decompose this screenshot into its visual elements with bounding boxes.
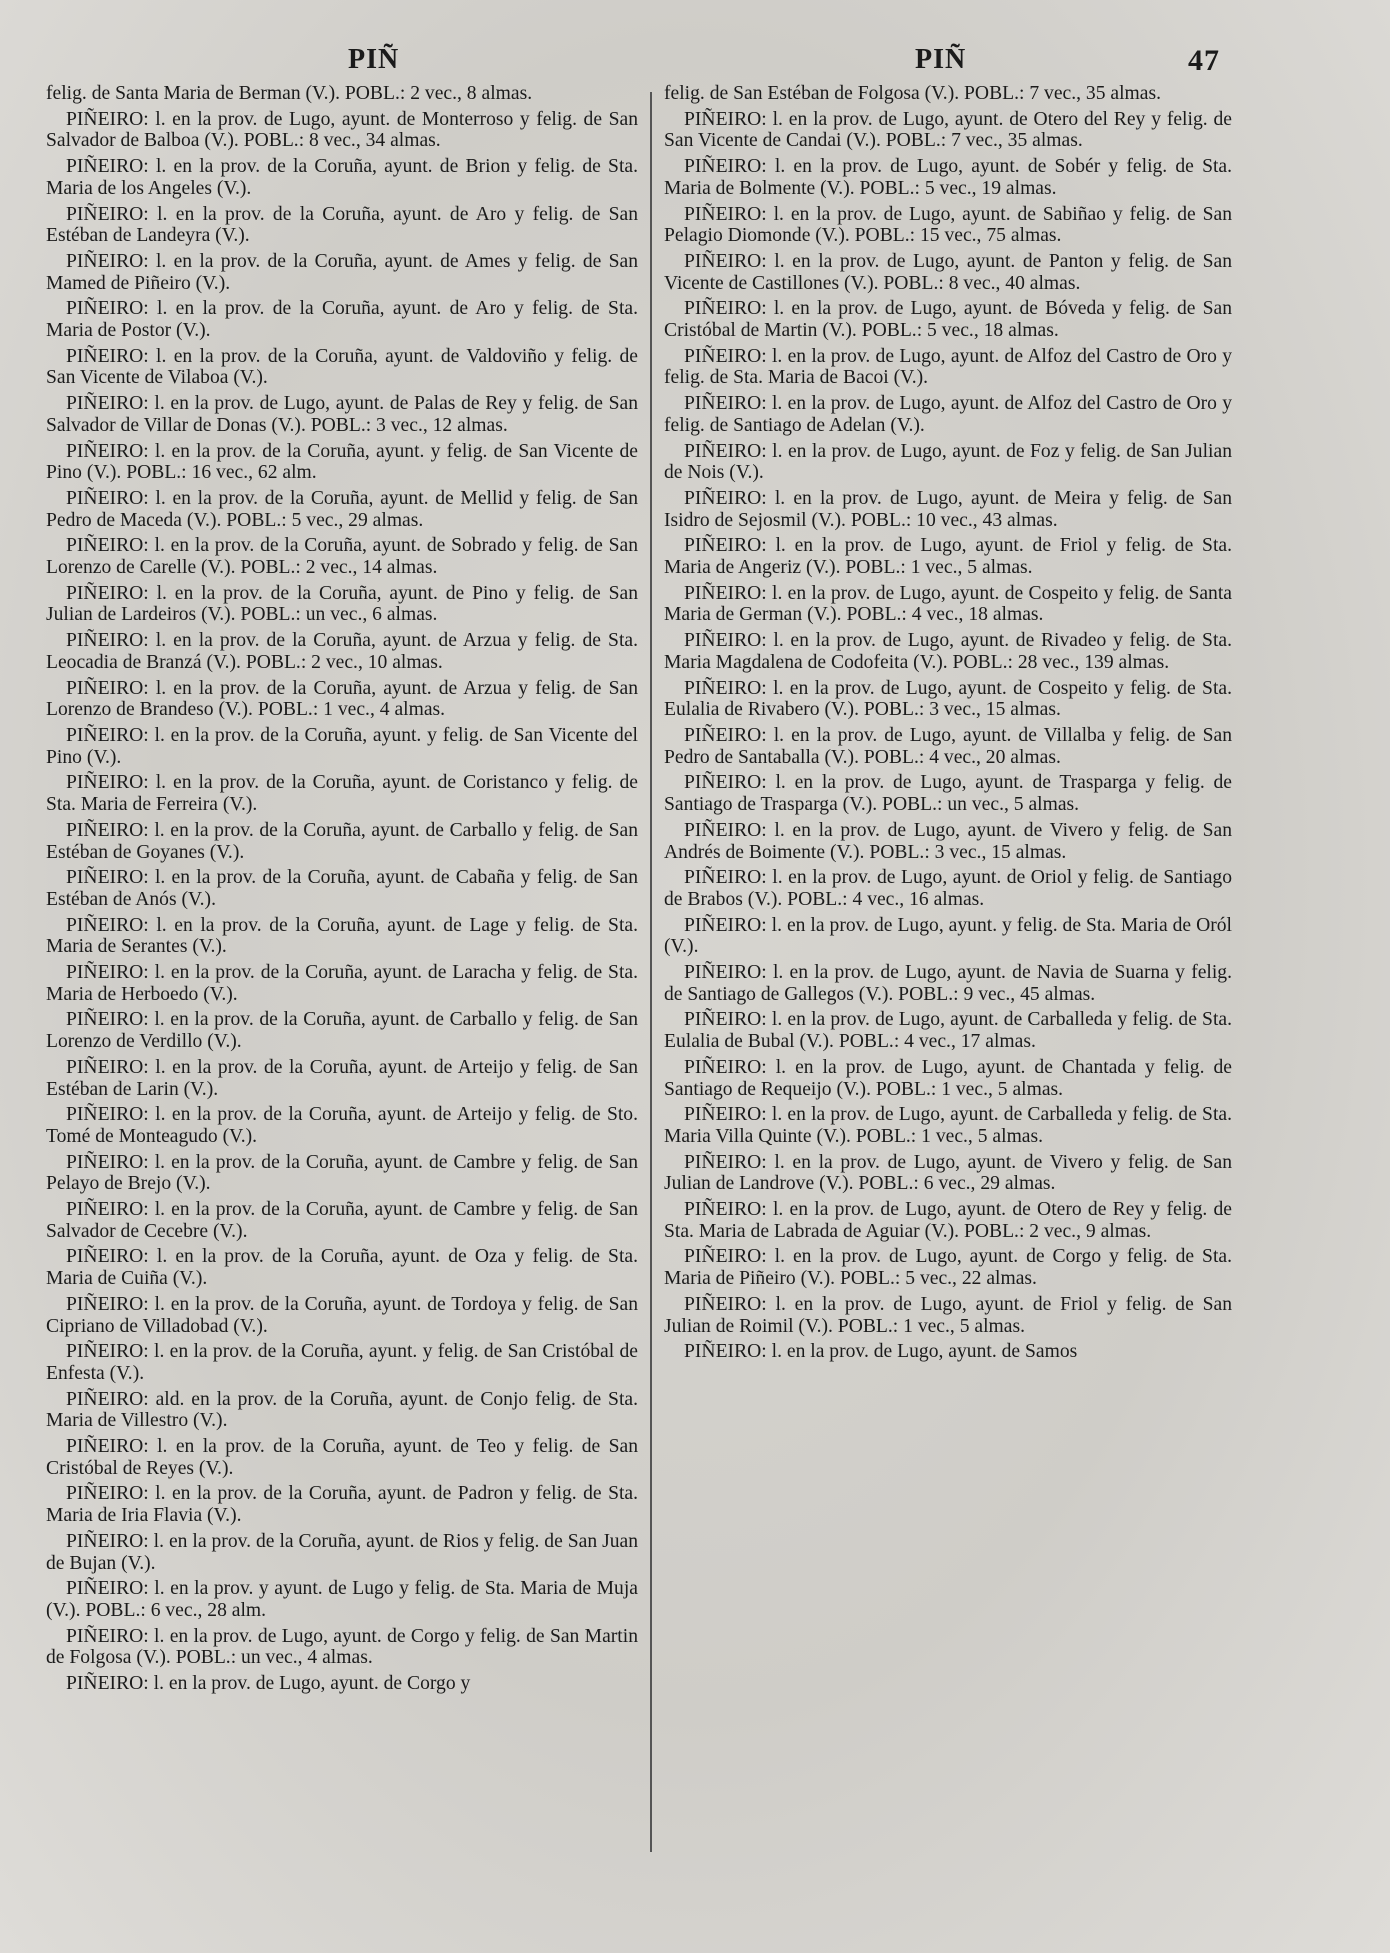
dictionary-entry: PIÑEIRO: l. en la prov. de la Coruña, ayunt. de Laracha y felig. de Sta. Maria de Herboedo (V.). [46, 962, 638, 1005]
dictionary-entry: PIÑEIRO: l. en la prov. de Lugo, ayunt. de Sabiñao y felig. de San Pelagio Diomonde (V.). POBL.: 15 vec., 75 almas. [664, 203, 1232, 247]
dictionary-entry: PIÑEIRO: l. en la prov. de la Coruña, ayunt. de Rios y felig. de San Juan de Bujan (V.). [46, 1530, 638, 1574]
dictionary-entry: PIÑEIRO: l. en la prov. de la Coruña, ayunt. de Tordoya y felig. de San Cipriano de Villadobad (V.). [46, 1293, 638, 1337]
dictionary-entry: PIÑEIRO: l. en la prov. de la Coruña, ayunt. y felig. de San Vicente de Pino (V.). POBL.: 16 vec., 62 alm. [46, 440, 638, 484]
dictionary-entry: PIÑEIRO: l. en la prov. de la Coruña, ayunt. de Arteijo y felig. de San Estéban de Larin (V.). [46, 1056, 638, 1100]
dictionary-entry: PIÑEIRO: l. en la prov. de Lugo, ayunt. de Rivadeo y felig. de Sta. Maria Magdalena de Codofeita (V.). POBL.: 28 vec., 139 almas. [664, 630, 1232, 673]
dictionary-entry: PIÑEIRO: l. en la prov. de Lugo, ayunt. de Navia de Suarna y felig. de Santiago de Gallegos (V.). POBL.: 9 vec., 45 almas. [664, 962, 1232, 1005]
dictionary-entry: felig. de Santa Maria de Berman (V.). POBL.: 2 vec., 8 almas. [46, 83, 533, 104]
dictionary-entry: PIÑEIRO: l. en la prov. de la Coruña, ayunt. de Cabaña y felig. de San Estéban de Anós (V.). [46, 867, 638, 910]
dictionary-entry: PIÑEIRO: l. en la prov. de Lugo, ayunt. de Friol y felig. de San Julian de Roimil (V.). POBL.: 1 vec., 5 almas. [664, 1293, 1232, 1337]
running-head-right: PIÑ [915, 44, 967, 75]
dictionary-entry: PIÑEIRO: l. en la prov. de Lugo, ayunt. de Corgo y [66, 1673, 471, 1695]
dictionary-entry: PIÑEIRO: l. en la prov. y ayunt. de Lugo y felig. de Sta. Maria de Muja (V.). POBL.: 6 vec., 28 alm. [46, 1578, 638, 1621]
dictionary-entry: PIÑEIRO: l. en la prov. de Lugo, ayunt. de Samos [684, 1341, 1078, 1363]
dictionary-entry: PIÑEIRO: l. en la prov. de la Coruña, ayunt. de Valdoviño y felig. de San Vicente de Vilaboa (V.). [46, 345, 638, 389]
dictionary-entry: PIÑEIRO: l. en la prov. de Lugo, ayunt. de Otero de Rey y felig. de Sta. Maria de Labrada de Aguiar (V.). POBL.: 2 vec., 9 almas. [664, 1199, 1232, 1242]
dictionary-entry: PIÑEIRO: l. en la prov. de la Coruña, ayunt. de Carballo y felig. de San Lorenzo de Verdillo (V.). [46, 1009, 638, 1053]
dictionary-entry: PIÑEIRO: l. en la prov. de Lugo, ayunt. de Bóveda y felig. de San Cristóbal de Martin (V.). POBL.: 5 vec., 18 almas. [664, 298, 1232, 342]
dictionary-entry: PIÑEIRO: l. en la prov. de Lugo, ayunt. de Cospeito y felig. de Sta. Eulalia de Rivabero (V.). POBL.: 3 vec., 15 almas. [664, 677, 1232, 721]
dictionary-entry: PIÑEIRO: l. en la prov. de Lugo, ayunt. de Vivero y felig. de San Andrés de Boimente (V.). POBL.: 3 vec., 15 almas. [664, 819, 1232, 863]
dictionary-entry: PIÑEIRO: l. en la prov. de Lugo, ayunt. de Foz y felig. de San Julian de Nois (V.). [664, 440, 1232, 484]
dictionary-entry: PIÑEIRO: l. en la prov. de la Coruña, ayunt. de Cambre y felig. de San Salvador de Cecebre (V.). [46, 1199, 638, 1242]
dictionary-entry: PIÑEIRO: l. en la prov. de la Coruña, ayunt. de Teo y felig. de San Cristóbal de Reyes (V.). [46, 1436, 638, 1479]
page-number: 47 [1188, 44, 1220, 77]
dictionary-entry: PIÑEIRO: l. en la prov. de la Coruña, ayunt. de Sobrado y felig. de San Lorenzo de Carelle (V.). POBL.: 2 vec., 14 almas. [46, 535, 638, 579]
dictionary-entry: PIÑEIRO: l. en la prov. de la Coruña, ayunt. de Lage y felig. de Sta. Maria de Serantes (V.). [46, 914, 638, 958]
dictionary-entry: PIÑEIRO: l. en la prov. de la Coruña, ayunt. de Arzua y felig. de Sta. Leocadia de Branzá (V.). POBL.: 2 vec., 10 almas. [46, 630, 638, 673]
dictionary-entry: PIÑEIRO: l. en la prov. de la Coruña, ayunt. de Ames y felig. de San Mamed de Piñeiro (V.). [46, 250, 638, 294]
dictionary-entry: PIÑEIRO: l. en la prov. de Lugo, ayunt. de Palas de Rey y felig. de San Salvador de Villar de Donas (V.). POBL.: 3 vec., 12 almas. [46, 393, 638, 436]
dictionary-entry: PIÑEIRO: l. en la prov. de Lugo, ayunt. de Villalba y felig. de San Pedro de Santaballa (V.). POBL.: 4 vec., 20 almas. [664, 724, 1232, 768]
dictionary-entry: PIÑEIRO: l. en la prov. de Lugo, ayunt. de Trasparga y felig. de Santiago de Trasparga (V.). POBL.: un vec., 5 almas. [664, 772, 1232, 816]
dictionary-entry: PIÑEIRO: l. en la prov. de Lugo, ayunt. de Vivero y felig. de San Julian de Landrove (V.). POBL.: 6 vec., 29 almas. [664, 1151, 1232, 1195]
dictionary-entry: PIÑEIRO: l. en la prov. de Lugo, ayunt. de Friol y felig. de Sta. Maria de Angeriz (V.). POBL.: 1 vec., 5 almas. [664, 535, 1232, 579]
left-column [46, 83, 638, 1699]
dictionary-entry: PIÑEIRO: l. en la prov. de Lugo, ayunt. de Alfoz del Castro de Oro y felig. de Sta. Maria de Bacoi (V.). [664, 345, 1232, 389]
dictionary-entry: PIÑEIRO: l. en la prov. de Lugo, ayunt. de Cospeito y felig. de Santa Maria de German (V.). POBL.: 4 vec., 18 almas. [664, 582, 1232, 626]
running-head-left: PIÑ [348, 44, 400, 75]
dictionary-entry: PIÑEIRO: l. en la prov. de Lugo, ayunt. de Otero del Rey y felig. de San Vicente de Candai (V.). POBL.: 7 vec., 35 almas. [664, 108, 1232, 152]
dictionary-entry: PIÑEIRO: l. en la prov. de Lugo, ayunt. de Alfoz del Castro de Oro y felig. de Santiago de Adelan (V.). [664, 393, 1232, 436]
dictionary-entry: PIÑEIRO: l. en la prov. de la Coruña, ayunt. de Mellid y felig. de San Pedro de Maceda (V.). POBL.: 5 vec., 29 almas. [46, 487, 638, 531]
dictionary-entry: PIÑEIRO: l. en la prov. de Lugo, ayunt. de Oriol y felig. de Santiago de Brabos (V.). POBL.: 4 vec., 16 almas. [664, 867, 1232, 910]
dictionary-entry: PIÑEIRO: l. en la prov. de la Coruña, ayunt. de Coristanco y felig. de Sta. Maria de Ferreira (V.). [46, 772, 638, 816]
dictionary-entry: PIÑEIRO: ald. en la prov. de la Coruña, ayunt. de Conjo felig. de Sta. Maria de Villestro (V.). [46, 1388, 638, 1432]
dictionary-entry: PIÑEIRO: l. en la prov. de la Coruña, ayunt. de Arzua y felig. de San Lorenzo de Brandeso (V.). POBL.: 1 vec., 4 almas. [46, 677, 638, 721]
dictionary-entry: PIÑEIRO: l. en la prov. de Lugo, ayunt. de Chantada y felig. de Santiago de Requeijo (V.). POBL.: 1 vec., 5 almas. [664, 1056, 1232, 1100]
dictionary-entry: PIÑEIRO: l. en la prov. de la Coruña, ayunt. de Arteijo y felig. de Sto. Tomé de Monteagudo (V.). [46, 1104, 638, 1147]
right-column [664, 83, 1232, 1367]
dictionary-entry: PIÑEIRO: l. en la prov. de la Coruña, ayunt. de Padron y felig. de Sta. Maria de Iria Flavia (V.). [46, 1483, 638, 1527]
dictionary-entry: PIÑEIRO: l. en la prov. de Lugo, ayunt. de Corgo y felig. de Sta. Maria de Piñeiro (V.). POBL.: 5 vec., 22 almas. [664, 1246, 1232, 1290]
dictionary-entry: PIÑEIRO: l. en la prov. de la Coruña, ayunt. de Aro y felig. de Sta. Maria de Postor (V.). [46, 298, 638, 342]
dictionary-entry: PIÑEIRO: l. en la prov. de la Coruña, ayunt. de Oza y felig. de Sta. Maria de Cuiña (V.). [46, 1246, 638, 1290]
dictionary-entry: PIÑEIRO: l. en la prov. de la Coruña, ayunt. de Aro y felig. de San Estéban de Landeyra (V.). [46, 203, 638, 247]
dictionary-entry: PIÑEIRO: l. en la prov. de Lugo, ayunt. de Meira y felig. de San Isidro de Sejosmil (V.). POBL.: 10 vec., 43 almas. [664, 487, 1232, 531]
dictionary-entry: PIÑEIRO: l. en la prov. de Lugo, ayunt. de Monterroso y felig. de San Salvador de Balboa (V.). POBL.: 8 vec., 34 almas. [46, 108, 638, 152]
dictionary-entry: PIÑEIRO: l. en la prov. de la Coruña, ayunt. de Pino y felig. de San Julian de Lardeiros (V.). POBL.: un vec., 6 almas. [46, 582, 638, 626]
dictionary-entry: PIÑEIRO: l. en la prov. de Lugo, ayunt. de Corgo y felig. de San Martin de Folgosa (V.). POBL.: un vec., 4 almas. [46, 1625, 638, 1669]
dictionary-entry: PIÑEIRO: l. en la prov. de la Coruña, ayunt. de Brion y felig. de Sta. Maria de los Angeles (V.). [46, 156, 638, 199]
column-divider [650, 92, 652, 1852]
dictionary-entry: PIÑEIRO: l. en la prov. de la Coruña, ayunt. y felig. de San Vicente del Pino (V.). [46, 724, 638, 768]
dictionary-entry: PIÑEIRO: l. en la prov. de Lugo, ayunt. y felig. de Sta. Maria de Oról (V.). [664, 914, 1232, 958]
dictionary-entry: PIÑEIRO: l. en la prov. de la Coruña, ayunt. de Cambre y felig. de San Pelayo de Brejo (V.). [46, 1151, 638, 1195]
dictionary-entry: PIÑEIRO: l. en la prov. de la Coruña, ayunt. y felig. de San Cristóbal de Enfesta (V.). [46, 1341, 638, 1384]
dictionary-entry: PIÑEIRO: l. en la prov. de Lugo, ayunt. de Sobér y felig. de Sta. Maria de Bolmente (V.). POBL.: 5 vec., 19 almas. [664, 156, 1232, 199]
dictionary-entry: PIÑEIRO: l. en la prov. de Lugo, ayunt. de Panton y felig. de San Vicente de Castillones (V.). POBL.: 8 vec., 40 almas. [664, 250, 1232, 294]
dictionary-entry: PIÑEIRO: l. en la prov. de Lugo, ayunt. de Carballeda y felig. de Sta. Maria Villa Quinte (V.). POBL.: 1 vec., 5 almas. [664, 1104, 1232, 1147]
dictionary-entry: PIÑEIRO: l. en la prov. de la Coruña, ayunt. de Carballo y felig. de San Estéban de Goyanes (V.). [46, 819, 638, 863]
dictionary-entry: felig. de San Estéban de Folgosa (V.). POBL.: 7 vec., 35 almas. [664, 83, 1162, 104]
dictionary-entry: PIÑEIRO: l. en la prov. de Lugo, ayunt. de Carballeda y felig. de Sta. Eulalia de Bubal (V.). POBL.: 4 vec., 17 almas. [664, 1009, 1232, 1053]
